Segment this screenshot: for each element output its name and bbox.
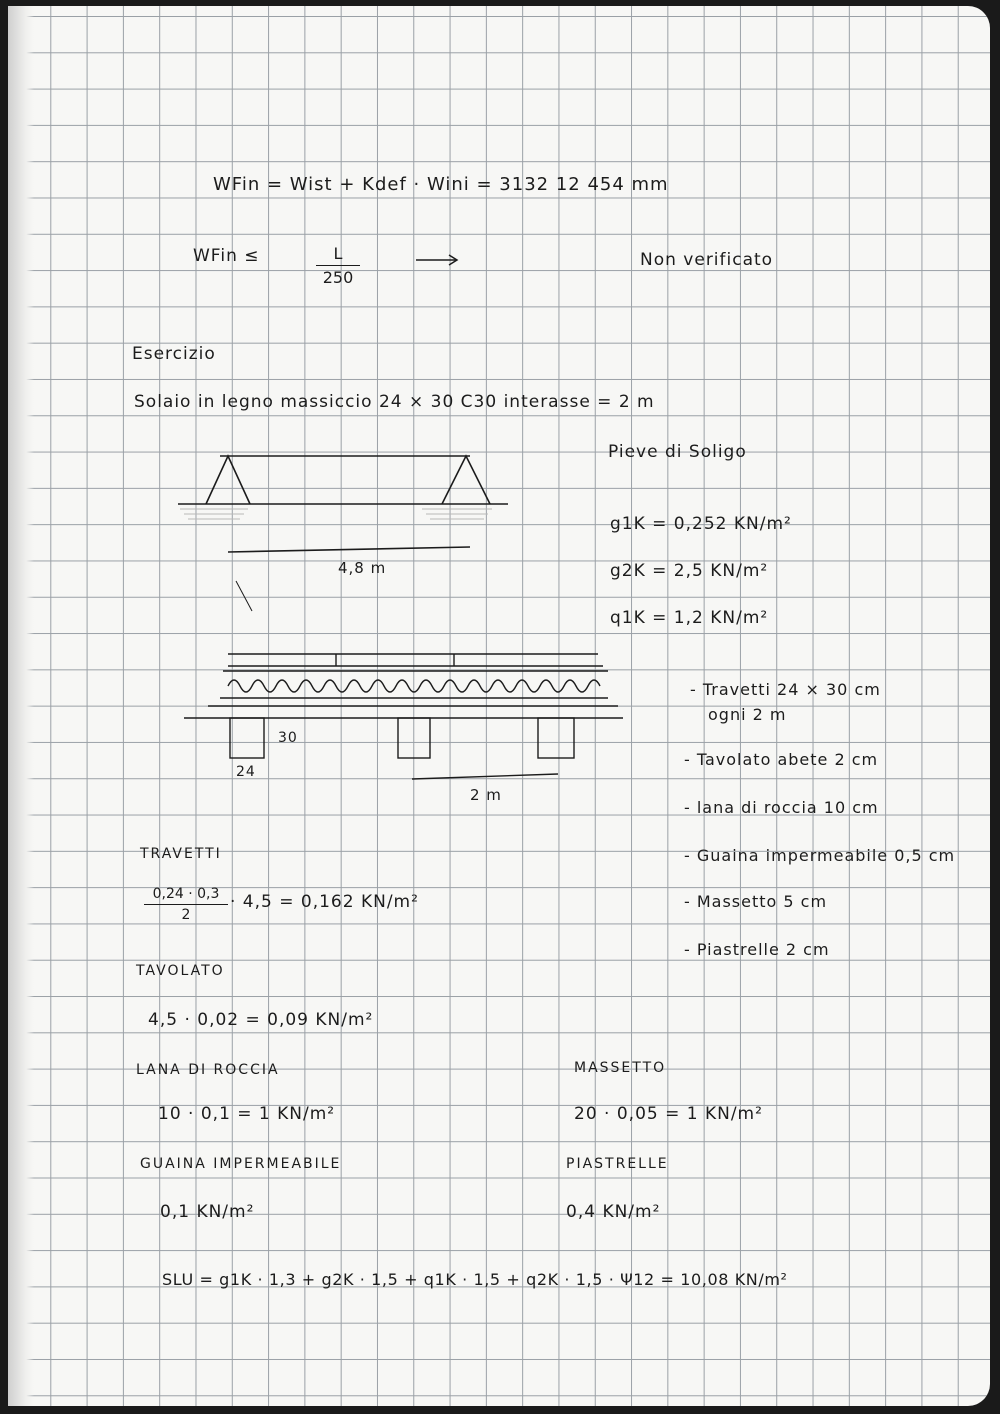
span-label: 4,8 m [338, 559, 387, 577]
layer-item: ogni 2 m [708, 705, 787, 724]
tavolato-title: TAVOLATO [136, 963, 225, 979]
joist-left [230, 718, 264, 758]
guaina-equation: 0,1 KN/m² [160, 1202, 255, 1222]
massetto-equation: 20 · 0,05 = 1 KN/m² [574, 1104, 763, 1124]
beam-diagram [178, 456, 508, 611]
load-g1k: g1K = 0,252 KN/m² [610, 514, 792, 534]
l-over-250-fraction: $\frac{L}{250}$ [316, 244, 360, 287]
lana-title: LANA DI ROCCIA [136, 1062, 280, 1078]
lana-equation: 10 · 0,1 = 1 KN/m² [158, 1104, 336, 1124]
floor-section-diagram [184, 654, 623, 779]
insulation-wave [228, 680, 600, 692]
massetto-title: MASSETTO [574, 1060, 667, 1076]
guaina-title: GUAINA IMPERMEABILE [140, 1156, 342, 1172]
check-result: Non verificato [640, 250, 774, 270]
span-dimension-line [228, 547, 470, 552]
load-g2k: g2K = 2,5 KN/m² [610, 561, 769, 581]
tavolato-equation: 4,5 · 0,02 = 0,09 KN/m² [148, 1010, 374, 1030]
left-support-icon [206, 456, 250, 504]
travetti-title: TRAVETTI [140, 846, 222, 862]
right-support-icon [442, 456, 490, 504]
exercise-description: Solaio in legno massiccio 24 × 30 C30 interasse = 2 m [134, 392, 655, 412]
piastrelle-title: PIASTRELLE [566, 1156, 669, 1172]
spacing-label: 2 m [470, 786, 502, 804]
travetti-result: · 4,5 = 0,162 KN/m² [230, 892, 419, 912]
layer-item: - Tavolato abete 2 cm [684, 750, 879, 769]
layer-item: - Travetti 24 × 30 cm [690, 680, 881, 699]
layer-item: - Guaina impermeabile 0,5 cm [684, 846, 956, 865]
wfin-check-label: WFin ≤ [193, 246, 260, 266]
joist-right [538, 718, 574, 758]
load-q1k: q1K = 1,2 KN/m² [610, 608, 769, 628]
layer-item: - Massetto 5 cm [684, 892, 828, 911]
joist-height-label: 30 [278, 730, 298, 746]
slu-equation: SLU = g1K · 1,3 + g2K · 1,5 + q1K · 1,5 + q2K · 1,5 · Ψ12 = 10,08 KN/m² [162, 1270, 788, 1289]
piastrelle-equation: 0,4 KN/m² [566, 1202, 661, 1222]
layer-item: - Piastrelle 2 cm [684, 940, 830, 959]
joist-middle [398, 718, 430, 758]
arrow-icon [416, 255, 457, 265]
travetti-fraction: $\frac{0,24 \cdot 0,3}{2}$ [144, 886, 228, 923]
spacing-dimension-line [412, 774, 558, 779]
layer-item: - lana di roccia 10 cm [684, 798, 879, 817]
wfin-formula: WFin = Wist + Kdef · Wini = 3132 12 454 mm [213, 174, 669, 195]
joist-width-label: 24 [236, 764, 256, 780]
ground-hatch [180, 509, 492, 519]
exercise-label: Esercizio [132, 344, 216, 364]
notebook-page [8, 6, 990, 1406]
structural-sketches [8, 6, 990, 1406]
location: Pieve di Soligo [608, 442, 747, 462]
